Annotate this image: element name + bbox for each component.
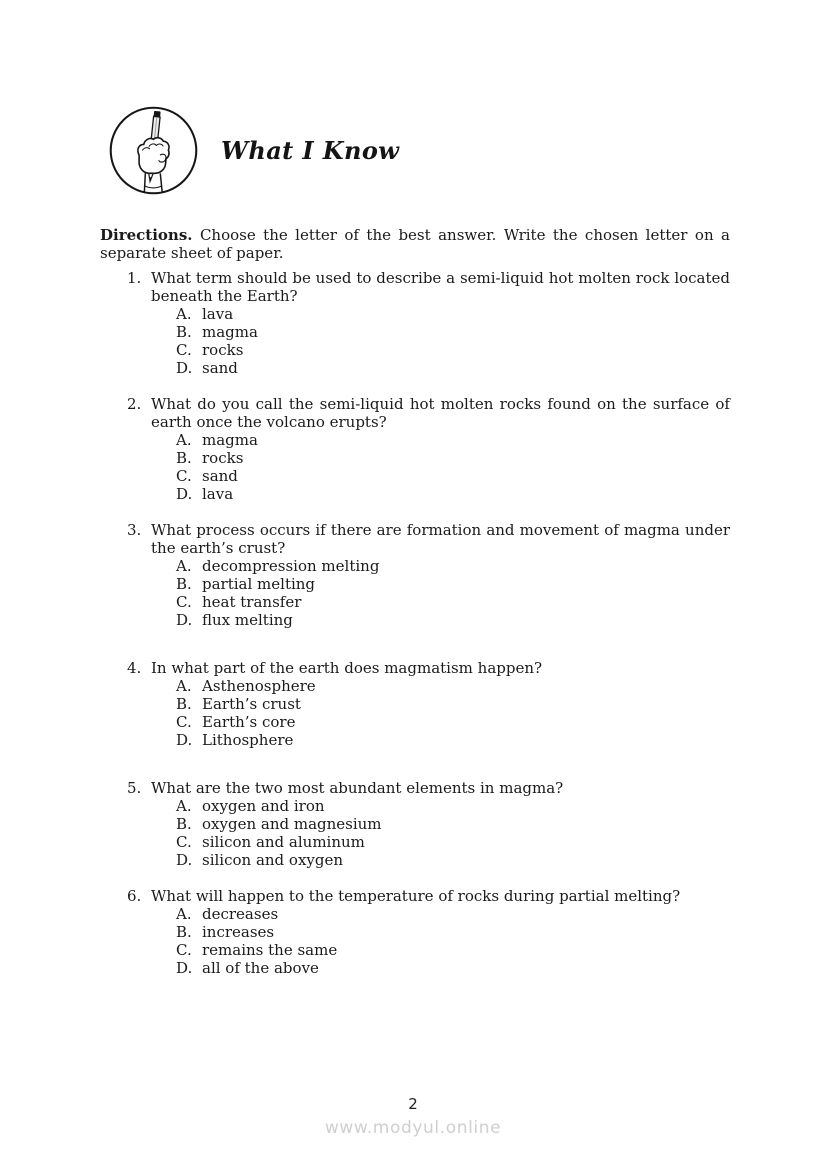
option-letter: B. [176, 575, 192, 593]
option-letter: A. [176, 305, 192, 323]
option-letter: A. [176, 557, 192, 575]
option-item [176, 467, 730, 485]
option-list [176, 431, 730, 503]
option-letter: C. [176, 341, 192, 359]
option-list [176, 557, 730, 629]
section-header [107, 104, 399, 197]
option-letter: B. [176, 323, 192, 341]
option-letter: D. [176, 851, 193, 869]
question-number: 5. [127, 779, 142, 797]
option-text: Asthenosphere [202, 677, 316, 695]
option-item [176, 905, 730, 923]
option-letter: D. [176, 485, 193, 503]
question-1 [100, 269, 730, 377]
option-list [176, 797, 730, 869]
question-number: 6. [127, 887, 142, 905]
question-number: 3. [127, 521, 142, 539]
option-letter: C. [176, 941, 192, 959]
option-item [176, 713, 730, 731]
option-text: rocks [202, 449, 244, 467]
option-letter: C. [176, 467, 192, 485]
option-item [176, 677, 730, 695]
question-text: What do you call the semi-liquid hot molten rocks found on the surface of earth once the volcano erupts? [151, 395, 730, 431]
option-letter: A. [176, 677, 192, 695]
option-item [176, 341, 730, 359]
option-letter: B. [176, 815, 192, 833]
hand-holding-pencil-icon [107, 104, 200, 197]
option-text: sand [202, 359, 238, 377]
question-6 [100, 887, 730, 977]
question-text: What are the two most abundant elements in magma? [151, 779, 564, 797]
option-item [176, 449, 730, 467]
option-text: decompression melting [202, 557, 380, 575]
question-list [100, 269, 730, 977]
option-item [176, 941, 730, 959]
option-text: Earth’s core [202, 713, 296, 731]
option-letter: C. [176, 593, 192, 611]
question-3 [100, 521, 730, 629]
option-letter: C. [176, 713, 192, 731]
option-text: oxygen and magnesium [202, 815, 382, 833]
option-text: Lithosphere [202, 731, 294, 749]
option-text: magma [202, 431, 258, 449]
watermark-url: www.modyul.online [324, 1118, 502, 1138]
option-letter: A. [176, 905, 192, 923]
option-list [176, 677, 730, 749]
option-text: silicon and oxygen [202, 851, 344, 869]
option-item [176, 485, 730, 503]
question-text: In what part of the earth does magmatism happen? [151, 659, 543, 677]
option-item [176, 611, 730, 629]
option-text: lava [202, 305, 234, 323]
option-item [176, 695, 730, 713]
directions-paragraph [100, 226, 730, 262]
option-text: lava [202, 485, 234, 503]
option-letter: B. [176, 923, 192, 941]
option-text: remains the same [202, 941, 338, 959]
option-list [176, 905, 730, 977]
question-4 [100, 659, 730, 749]
option-letter: D. [176, 611, 193, 629]
option-item [176, 851, 730, 869]
option-text: silicon and aluminum [202, 833, 365, 851]
question-text: What will happen to the temperature of rocks during partial melting? [151, 887, 681, 905]
option-letter: B. [176, 449, 192, 467]
option-text: heat transfer [202, 593, 302, 611]
option-text: flux melting [202, 611, 293, 629]
question-text: What process occurs if there are formation and movement of magma under the earth’s crust? [151, 521, 730, 557]
option-item [176, 305, 730, 323]
directions-text: Choose the letter of the best answer. Write the chosen letter on a separate sheet of paper. [100, 226, 730, 262]
option-letter: A. [176, 431, 192, 449]
option-letter: A. [176, 797, 192, 815]
option-text: sand [202, 467, 238, 485]
option-item [176, 575, 730, 593]
directions-label: Directions. [100, 226, 193, 244]
option-text: decreases [202, 905, 279, 923]
question-number: 1. [127, 269, 142, 287]
question-number: 4. [127, 659, 142, 677]
option-text: all of the above [202, 959, 319, 977]
option-item [176, 593, 730, 611]
option-item [176, 323, 730, 341]
option-item [176, 833, 730, 851]
page-number: 2 [408, 1095, 418, 1113]
option-item [176, 959, 730, 977]
content-area [100, 226, 730, 995]
question-number: 2. [127, 395, 142, 413]
question-5 [100, 779, 730, 869]
option-item [176, 815, 730, 833]
page-title: What I Know [221, 136, 400, 165]
option-letter: D. [176, 959, 193, 977]
option-letter: D. [176, 359, 193, 377]
option-text: magma [202, 323, 258, 341]
option-list [176, 305, 730, 377]
option-text: oxygen and iron [202, 797, 325, 815]
option-text: partial melting [202, 575, 316, 593]
option-item [176, 557, 730, 575]
option-item [176, 431, 730, 449]
option-item [176, 359, 730, 377]
option-item [176, 797, 730, 815]
option-item [176, 731, 730, 749]
option-text: increases [202, 923, 275, 941]
option-letter: D. [176, 731, 193, 749]
option-text: rocks [202, 341, 244, 359]
question-text: What term should be used to describe a semi-liquid hot molten rock located beneath the Earth? [151, 269, 730, 305]
option-item [176, 923, 730, 941]
question-2 [100, 395, 730, 503]
option-letter: C. [176, 833, 192, 851]
option-letter: B. [176, 695, 192, 713]
option-text: Earth’s crust [202, 695, 301, 713]
